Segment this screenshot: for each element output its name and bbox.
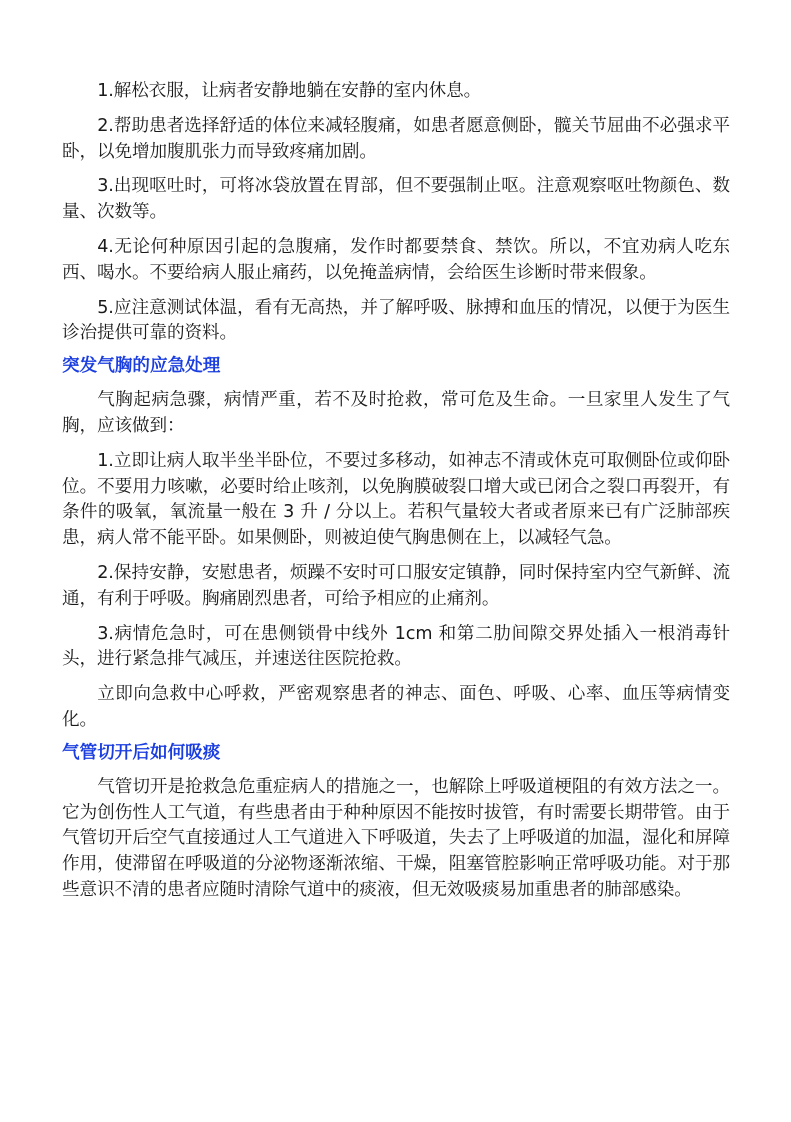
paragraph-tracheostomy-body: 气管切开是抢救急危重症病人的措施之一，也解除上呼吸道梗阻的有效方法之一。它为创伤性人工气道，有些患者由于种种原因不能按时拔管，有时需要长期带管。由于气管切开后空气直接通过人工气道进入下呼吸道，失去了上呼吸道的加温，湿化和屏障作用，使滞留在呼吸道的分泌物逐渐浓缩、干燥，阻塞管腔影响正常呼吸功能。对于那些意识不清的患者应随时清除气道中的痰液，但无效吸痰易加重患者的肺部感染。 — [62, 776, 730, 900]
paragraph-pneumothorax-call: 立即向急救中心呼救，严密观察患者的神志、面色、呼吸、心率、血压等病情变化。 — [62, 684, 730, 730]
paragraph-pneumothorax-intro: 气胸起病急骤，病情严重，若不及时抢救，常可危及生命。一旦家里人发生了气胸，应该做到： — [62, 390, 730, 436]
paragraph-step-1: 1.解松衣服，让病者安静地躺在安静的室内休息。 — [97, 81, 482, 101]
paragraph-step-2: 2.帮助患者选择舒适的体位来减轻腹痛，如患者愿意侧卧，髋关节屈曲不必强求平卧，以免增加腹肌张力而导致疼痛加剧。 — [62, 115, 730, 162]
section-heading-pneumothorax: 突发气胸的应急处理 — [62, 356, 221, 377]
paragraph-pneumothorax-step-2: 2.保持安静，安慰患者，烦躁不安时可口服安定镇静，同时保持室内空气新鲜、流通，有利于呼吸。胸痛剧烈患者，可给予相应的止痛剂。 — [62, 562, 730, 609]
document-page — [62, 79, 730, 904]
paragraph-step-3: 3.出现呕吐时，可将冰袋放置在胃部，但不要强制止呕。注意观察呕吐物颜色、数量、次数等。 — [62, 176, 730, 223]
section-heading-tracheostomy: 气管切开后如何吸痰 — [62, 742, 221, 763]
paragraph-step-5: 5.应注意测试体温，看有无高热，并了解呼吸、脉搏和血压的情况，以便于为医生诊治提供可靠的资料。 — [62, 297, 730, 344]
paragraph-pneumothorax-step-3: 3.病情危急时，可在患侧锁骨中线外 1cm 和第二肋间隙交界处插入一根消毒针头，进行紧急排气减压，并速送往医院抢救。 — [62, 623, 730, 670]
paragraph-step-4: 4.无论何种原因引起的急腹痛，发作时都要禁食、禁饮。所以，不宜劝病人吃东西、喝水。不要给病人服止痛药，以免掩盖病情，会给医生诊断时带来假象。 — [62, 236, 730, 283]
paragraph-pneumothorax-step-1: 1.立即让病人取半坐半卧位，不要过多移动，如神志不清或休克可取侧卧位或仰卧位。不要用力咳嗽，必要时给止咳剂，以免胸膜破裂口增大或已闭合之裂口再裂开，有条件的吸氧，氧流量一般在 3 升 / 分以上。若积气量较大者或者原来已有广泛肺部疾患，病人常不能平卧。如果侧卧，则被迫使气胸患侧在上，以减轻气急。 — [62, 450, 730, 549]
